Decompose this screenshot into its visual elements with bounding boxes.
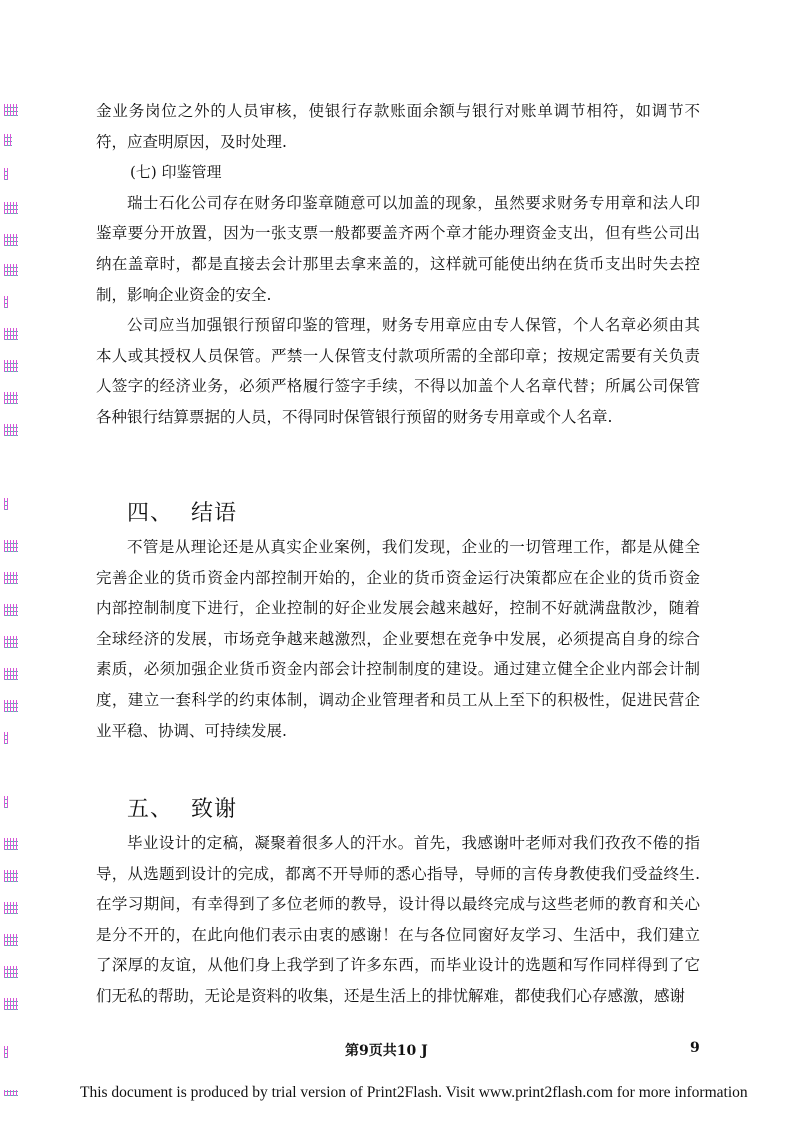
margin-mark [4, 264, 18, 276]
subsection-heading: (七) 印鉴管理 [130, 163, 222, 182]
section-heading-acknowledgement [127, 792, 237, 823]
margin-mark [4, 498, 8, 510]
body-text [96, 96, 700, 433]
trial-watermark: This document is produced by trial version of Print2Flash. Visit www.print2flash.com for more information [80, 1084, 748, 1101]
margin-mark [4, 732, 8, 744]
margin-mark [4, 540, 18, 552]
paragraph: 瑞士石化公司存在财务印鉴章随意可以加盖的现象，虽然要求财务专用章和法人印鉴章要分开放置，因为一张支票一般都要盖齐两个章才能办理资金支出，但有些公司出纳在盖章时，都是直接去会计那里去拿来盖的，这样就可能使出纳在货币支出时失去控制，影响企业资金的安全. [96, 193, 700, 304]
margin-mark [4, 104, 18, 116]
section-heading-conclusion [127, 496, 237, 527]
margin-mark [4, 870, 18, 882]
margin-mark [4, 234, 18, 246]
page-footer [0, 1040, 794, 1060]
paragraph: 不管是从理论还是从真实企业案例，我们发现，企业的一切管理工作，都是从健全完善企业的货币资金内部控制开始的，企业的货币资金运行决策都应在企业的货币资金内部控制制度下进行，企业控制的好企业发展会越来越好，控制不好就满盘散沙，随着全球经济的发展，市场竞争越来越激烈，企业要想在竞争中发展，必须提高自身的综合素质，必须加强企业货币资金内部会计控制制度的建设。通过建立健全企业内部会计制度，建立一套科学的约束体制，调动企业管理者和员工从上至下的积极性，促进民营企业平稳、协调、可持续发展. [96, 538, 700, 740]
margin-mark [4, 134, 12, 146]
margin-mark [4, 392, 18, 404]
margin-mark [4, 838, 18, 850]
section-title: 结语 [191, 501, 238, 526]
body-text [96, 532, 700, 746]
margin-mark [4, 202, 18, 214]
page-count-label: 第9页共10 J [345, 1043, 428, 1059]
margin-mark [4, 360, 18, 372]
margin-mark [4, 1090, 18, 1096]
section-number: 四、 [127, 501, 174, 526]
margin-mark [4, 934, 18, 946]
margin-change-marks [0, 0, 40, 1123]
section-number: 五、 [127, 797, 174, 822]
margin-mark [4, 636, 18, 648]
margin-mark [4, 424, 18, 436]
paragraph: 金业务岗位之外的人员审核，使银行存款账面余额与银行对账单调节相符，如调节不符，应查明原因，及时处理. [96, 102, 700, 151]
margin-mark [4, 296, 8, 308]
margin-mark [4, 998, 18, 1010]
paragraph: 公司应当加强银行预留印鉴的管理，财务专用章应由专人保管，个人名章必须由其本人或其授权人员保管。严禁一人保管支付款项所需的全部印章；按规定需要有关负责人签字的经济业务，必须严格履行签字手续，不得以加盖个人名章代替；所属公司保管各种银行结算票据的人员，不得同时保管银行预留的财务专用章或个人名章. [96, 316, 700, 426]
margin-mark [4, 604, 18, 616]
margin-mark [4, 668, 18, 680]
page-number: 9 [690, 1040, 700, 1056]
margin-mark [4, 966, 18, 978]
margin-mark [4, 902, 18, 914]
margin-mark [4, 168, 8, 180]
section-title: 致谢 [191, 797, 238, 822]
body-text [96, 828, 700, 1012]
margin-mark [4, 572, 18, 584]
margin-mark [4, 700, 18, 712]
margin-mark [4, 796, 8, 808]
paragraph: 毕业设计的定稿，凝聚着很多人的汗水。首先，我感谢叶老师对我们孜孜不倦的指导，从选题到设计的完成，都离不开导师的悉心指导，导师的言传身教使我们受益终生.在学习期间，有幸得到了多位老师的教导，设计得以最终完成与这些老师的教育和关心是分不开的，在此向他们表示由衷的感谢！在与各位同窗好友学习、生活中，我们建立了深厚的友谊，从他们身上我学到了许多东西，而毕业设计的选题和写作同样得到了它们无私的帮助，无论是资料的收集，还是生活上的排忧解难，都使我们心存感激，感谢 [96, 834, 700, 1005]
margin-mark [4, 328, 18, 340]
